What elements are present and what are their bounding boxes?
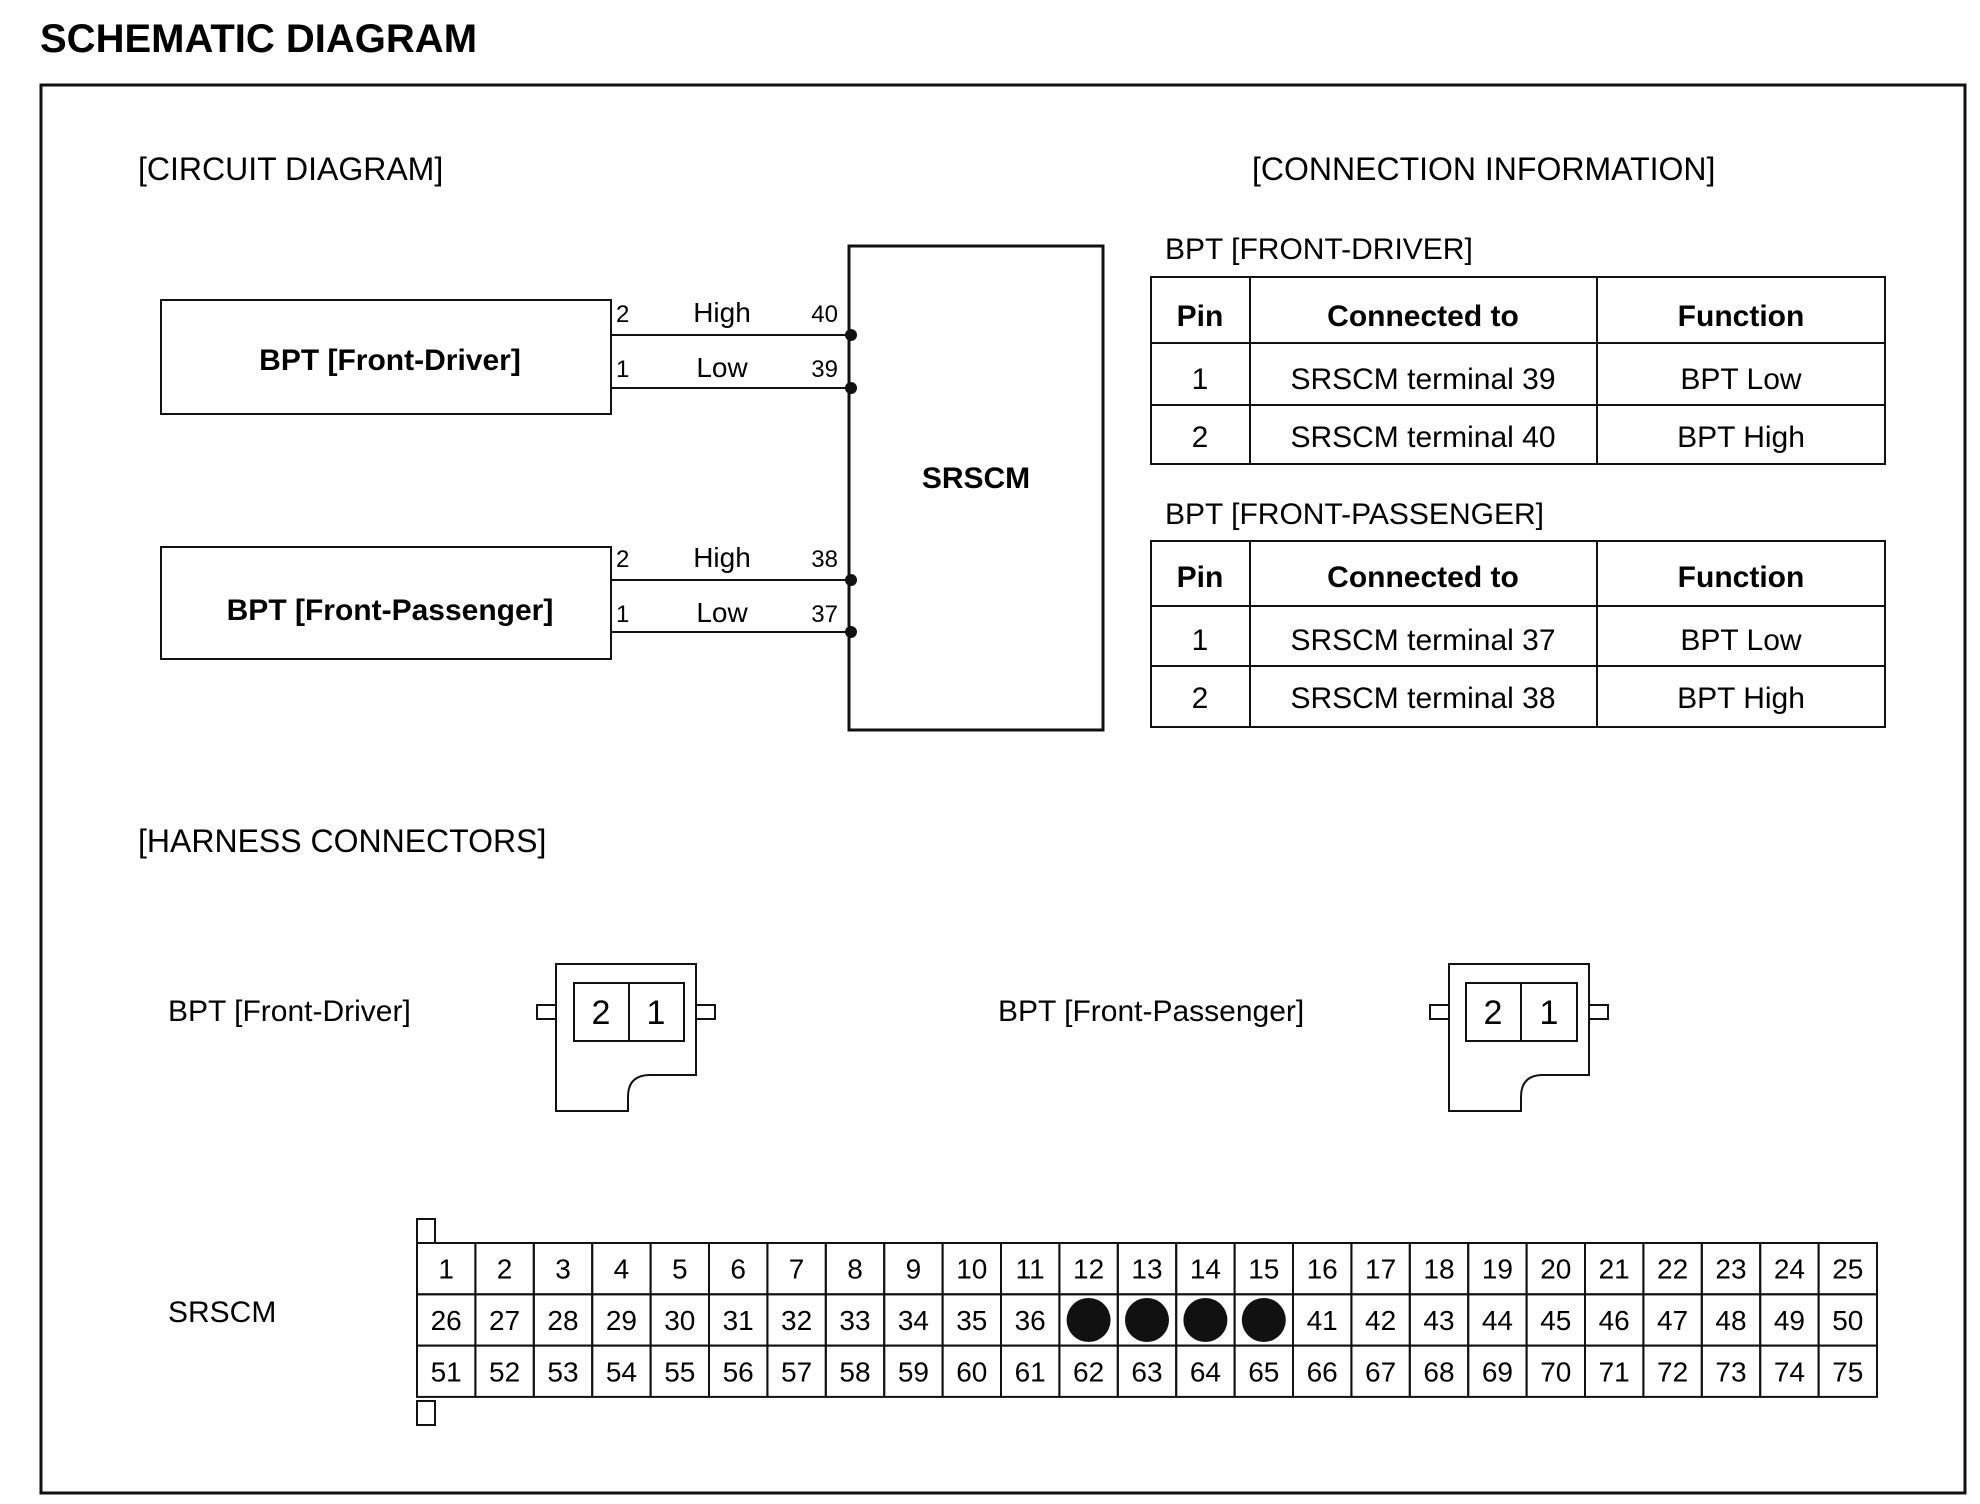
wire-signal-label: High <box>693 297 751 328</box>
connector-front-driver <box>537 964 715 1111</box>
srscm-pin-number: 73 <box>1715 1356 1747 1388</box>
srscm-pin-number: 45 <box>1540 1305 1572 1336</box>
srscm-pin-number: 4 <box>613 1253 630 1285</box>
wire-signal-label: Low <box>696 597 748 628</box>
srscm-pin-number: 66 <box>1306 1356 1338 1388</box>
table-front-driver <box>1151 277 1885 464</box>
srscm-pin-number: 54 <box>605 1356 637 1388</box>
wire-pin-number: 1 <box>616 601 630 628</box>
srscm-pin-number: 64 <box>1189 1356 1221 1388</box>
srscm-pin-number: 58 <box>839 1356 871 1388</box>
table-cell: 2 <box>1191 421 1209 454</box>
srscm-pin-number: 68 <box>1423 1356 1455 1388</box>
table-header: Function <box>1677 300 1805 333</box>
srscm-pin-number: 7 <box>788 1253 805 1285</box>
circuit-heading: [CIRCUIT DIAGRAM] <box>138 151 444 187</box>
srscm-pin-number: 55 <box>664 1356 696 1388</box>
connector-pin: 1 <box>1539 994 1559 1032</box>
bpt-front-driver-label: BPT [Front-Driver] <box>259 344 521 377</box>
srscm-pin-number: 25 <box>1832 1253 1864 1285</box>
srscm-pin-number: 53 <box>547 1356 579 1388</box>
srscm-pin-number: 75 <box>1832 1356 1864 1388</box>
srscm-pin-number: 23 <box>1715 1253 1747 1285</box>
connector-front-passenger <box>1430 964 1608 1111</box>
srscm-pin-number: 30 <box>664 1305 696 1336</box>
table-header: Pin <box>1176 561 1224 594</box>
srscm-pin-number: 33 <box>839 1305 871 1336</box>
harness-label-srscm: SRSCM <box>168 1296 277 1329</box>
table-cell: BPT High <box>1677 682 1805 715</box>
harness-heading: [HARNESS CONNECTORS] <box>138 823 547 859</box>
srscm-pin-number: 56 <box>722 1356 754 1388</box>
srscm-pin-number: 1 <box>438 1253 454 1285</box>
table-cell: 1 <box>1191 624 1209 657</box>
wire-terminal-number: 39 <box>811 356 838 383</box>
srscm-pin-number: 27 <box>489 1305 521 1336</box>
srscm-pin-number: 29 <box>605 1305 637 1336</box>
srscm-pin-filled <box>1067 1298 1111 1342</box>
srscm-pin-number: 32 <box>781 1305 813 1336</box>
srscm-pin-number: 67 <box>1365 1356 1397 1388</box>
table-cell: 1 <box>1191 363 1209 396</box>
srscm-pin-number: 24 <box>1773 1253 1805 1285</box>
srscm-pin-number: 26 <box>430 1305 462 1336</box>
table-front-passenger <box>1151 541 1885 727</box>
table-header: Function <box>1677 561 1805 594</box>
srscm-pin-number: 47 <box>1657 1305 1689 1336</box>
srscm-pin-number: 5 <box>672 1253 688 1285</box>
bpt-front-passenger-label: BPT [Front-Passenger] <box>226 594 554 627</box>
srscm-pin-number: 36 <box>1014 1305 1046 1336</box>
srscm-pin-number: 48 <box>1715 1305 1747 1336</box>
table-header: Connected to <box>1327 561 1519 594</box>
srscm-pin-number: 28 <box>547 1305 579 1336</box>
table-cell: BPT Low <box>1680 363 1802 396</box>
connector-latch <box>417 1401 435 1425</box>
harness-connectors <box>168 964 1877 1425</box>
srscm-pin-number: 51 <box>430 1356 462 1388</box>
table-cell: BPT High <box>1677 421 1805 454</box>
harness-label-front-driver: BPT [Front-Driver] <box>168 995 411 1028</box>
srscm-pin-number: 9 <box>905 1253 922 1285</box>
srscm-pin-number: 41 <box>1306 1305 1338 1336</box>
wire-signal-label: Low <box>696 352 748 383</box>
connection-heading: [CONNECTION INFORMATION] <box>1252 151 1716 187</box>
srscm-pin-filled <box>1242 1298 1286 1342</box>
srscm-pin-number: 50 <box>1832 1305 1864 1336</box>
srscm-pin-number: 16 <box>1306 1253 1338 1285</box>
table-cell: SRSCM terminal 37 <box>1290 624 1556 657</box>
srscm-pin-number: 14 <box>1189 1253 1221 1285</box>
srscm-pin-number: 8 <box>847 1253 863 1285</box>
table-cell: SRSCM terminal 40 <box>1290 421 1556 454</box>
connector-pin: 1 <box>646 994 666 1032</box>
table-caption-front-passenger: BPT [FRONT-PASSENGER] <box>1165 498 1544 531</box>
srscm-pin-number: 70 <box>1540 1356 1572 1388</box>
srscm-pin-number: 3 <box>555 1253 571 1285</box>
srscm-pin-number: 18 <box>1423 1253 1455 1285</box>
srscm-pin-number: 65 <box>1248 1356 1280 1388</box>
bpt-front-driver-component <box>161 297 857 414</box>
srscm-pin-number: 59 <box>897 1356 929 1388</box>
srscm-pin-number: 46 <box>1598 1305 1630 1336</box>
wire-pin-number: 2 <box>616 546 630 573</box>
srscm-pin-number: 42 <box>1365 1305 1397 1336</box>
srscm-pin-filled <box>1183 1298 1227 1342</box>
srscm-pin-number: 74 <box>1773 1356 1805 1388</box>
srscm-pin-number: 57 <box>781 1356 813 1388</box>
table-caption-front-driver: BPT [FRONT-DRIVER] <box>1165 233 1473 266</box>
srscm-pin-number: 62 <box>1073 1356 1105 1388</box>
srscm-pin-number: 61 <box>1014 1356 1046 1388</box>
srscm-pin-number: 31 <box>722 1305 754 1336</box>
table-cell: SRSCM terminal 39 <box>1290 363 1556 396</box>
srscm-pin-number: 22 <box>1657 1253 1689 1285</box>
srscm-pin-number: 49 <box>1773 1305 1805 1336</box>
srscm-pin-number: 34 <box>897 1305 929 1336</box>
srscm-connector <box>417 1219 1877 1425</box>
srscm-pin-number: 21 <box>1598 1253 1630 1285</box>
junction-dot <box>845 382 857 394</box>
table-header: Pin <box>1176 300 1224 333</box>
harness-label-front-passenger: BPT [Front-Passenger] <box>998 995 1305 1028</box>
srscm-pin-number: 69 <box>1481 1356 1513 1388</box>
table-header: Connected to <box>1327 300 1519 333</box>
wire-terminal-number: 37 <box>811 601 838 628</box>
page-title: SCHEMATIC DIAGRAM <box>40 17 478 61</box>
srscm-pin-number: 2 <box>496 1253 513 1285</box>
table-cell: 2 <box>1191 682 1209 715</box>
srscm-pin-number: 20 <box>1540 1253 1572 1285</box>
wire-signal-label: High <box>693 542 751 573</box>
srscm-pin-number: 52 <box>489 1356 521 1388</box>
srscm-pin-number: 63 <box>1131 1356 1163 1388</box>
srscm-pin-number: 12 <box>1073 1253 1105 1285</box>
srscm-pin-number: 15 <box>1248 1253 1280 1285</box>
srscm-module-label: SRSCM <box>921 462 1031 495</box>
srscm-pin-number: 13 <box>1131 1253 1163 1285</box>
connector-latch <box>417 1219 435 1243</box>
wire-pin-number: 1 <box>616 356 630 383</box>
wire-terminal-number: 38 <box>811 546 838 573</box>
connector-pin: 2 <box>591 994 611 1032</box>
srscm-pin-number: 19 <box>1481 1253 1513 1285</box>
srscm-pin-number: 60 <box>956 1356 988 1388</box>
srscm-pin-number: 72 <box>1657 1356 1689 1388</box>
srscm-pin-number: 44 <box>1481 1305 1513 1336</box>
srscm-pin-number: 71 <box>1598 1356 1630 1388</box>
bpt-front-passenger-component <box>161 542 857 659</box>
table-cell: BPT Low <box>1680 624 1802 657</box>
srscm-pin-number: 6 <box>730 1253 746 1285</box>
junction-dot <box>845 329 857 341</box>
srscm-pin-filled <box>1125 1298 1169 1342</box>
junction-dot <box>845 574 857 586</box>
srscm-pin-number: 10 <box>956 1253 988 1285</box>
wire-pin-number: 2 <box>616 301 630 328</box>
srscm-pin-number: 17 <box>1365 1253 1397 1285</box>
junction-dot <box>845 626 857 638</box>
connector-pin: 2 <box>1483 994 1503 1032</box>
srscm-pin-number: 11 <box>1015 1253 1045 1285</box>
srscm-pin-number: 43 <box>1423 1305 1455 1336</box>
srscm-pin-number: 35 <box>956 1305 988 1336</box>
wire-terminal-number: 40 <box>811 301 838 328</box>
table-cell: SRSCM terminal 38 <box>1290 682 1556 715</box>
circuit-diagram <box>161 246 1103 730</box>
connection-info <box>1151 233 1885 727</box>
